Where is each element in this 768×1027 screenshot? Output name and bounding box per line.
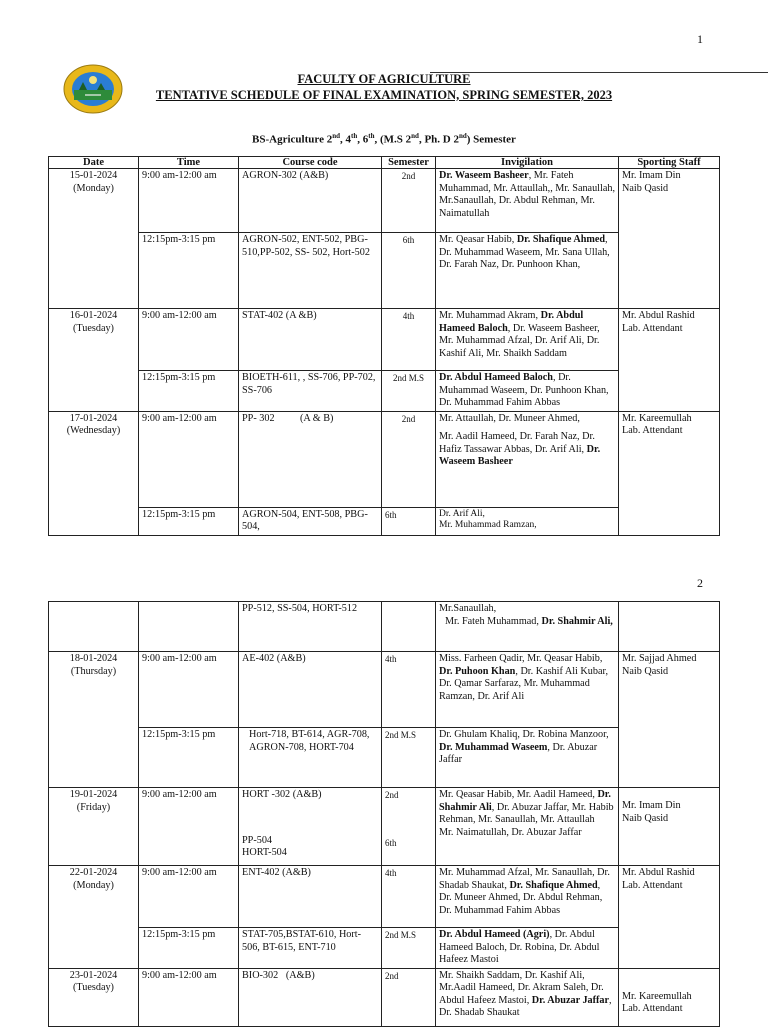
- course-cell: PP- 302 (A & B): [239, 411, 382, 507]
- staff-cell: Mr. Abdul Rashid Lab. Attendant: [619, 309, 720, 412]
- time-cell: 9:00 am-12:00 am: [139, 652, 239, 728]
- staff-cell: Mr. Imam Din Naib Qasid: [619, 788, 720, 866]
- course-cell: BIOETH-611, , SS-706, PP-702, SS-706: [239, 371, 382, 412]
- staff-cell: Mr. Imam Din Naib Qasid: [619, 169, 720, 309]
- staff-cell: Mr. Sajjad Ahmed Naib Qasid: [619, 652, 720, 788]
- course-cell: HORT -302 (A&B) PP-504 HORT-504: [239, 788, 382, 866]
- course-cell: AE-402 (A&B): [239, 652, 382, 728]
- header-date: Date: [49, 157, 139, 169]
- page-number: 2: [697, 576, 703, 590]
- semester-cell: 2nd M.S: [382, 371, 436, 412]
- semester-cell: 2nd: [382, 169, 436, 233]
- date-cell: 22-01-2024 (Monday): [49, 866, 139, 969]
- semester-cell: 2nd: [382, 968, 436, 1026]
- course-cell: STAT-402 (A &B): [239, 309, 382, 371]
- invigilation-cell: Mr. Muhammad Afzal, Mr. Sanaullah, Dr. Shadab Shaukat, Dr. Shafique Ahmed, Dr. Muneer Ahmed, Dr. Abdul Rehman, Dr. Muhammad Fahim Abbas: [436, 866, 619, 928]
- time-cell: 9:00 am-12:00 am: [139, 788, 239, 866]
- time-cell: 9:00 am-12:00 am: [139, 169, 239, 233]
- semester-cell: 6th: [382, 507, 436, 535]
- time-cell: 9:00 am-12:00 am: [139, 411, 239, 507]
- invigilation-cell: Dr. Abdul Hameed (Agri), Dr. Abdul Hameed Baloch, Dr. Robina, Dr. Abdul Hafeez Mastoi: [436, 928, 619, 969]
- faculty-title: FACULTY OF AGRICULTURE: [297, 72, 471, 86]
- invigilation-cell: Mr.Sanaullah, Mr. Fateh Muhammad, Dr. Shahmir Ali,: [436, 602, 619, 652]
- course-cell: AGRON-504, ENT-508, PBG-504,: [239, 507, 382, 535]
- header-sporting-staff: Sporting Staff: [619, 157, 720, 169]
- invigilation-cell: Dr. Ghulam Khaliq, Dr. Robina Manzoor, Dr. Muhammad Waseem, Dr. Abuzar Jaffar: [436, 728, 619, 788]
- time-cell: 12:15pm-3:15 pm: [139, 507, 239, 535]
- course-cell: BIO-302 (A&B): [239, 968, 382, 1026]
- semester-cell: 2nd: [382, 411, 436, 507]
- time-cell: 9:00 am-12:00 am: [139, 309, 239, 371]
- date-cell: 16-01-2024 (Tuesday): [49, 309, 139, 412]
- semester-cell: 4th: [382, 652, 436, 728]
- table-row: [49, 169, 720, 233]
- time-cell: 9:00 am-12:00 am: [139, 866, 239, 928]
- course-cell: Hort-718, BT-614, AGR-708, AGRON-708, HORT-704: [239, 728, 382, 788]
- course-cell: PP-512, SS-504, HORT-512: [239, 602, 382, 652]
- time-cell: 12:15pm-3:15 pm: [139, 928, 239, 969]
- time-cell: 12:15pm-3:15 pm: [139, 728, 239, 788]
- time-cell: 12:15pm-3:15 pm: [139, 371, 239, 412]
- invigilation-cell: Dr. Arif Ali, Mr. Muhammad Ramzan,: [436, 507, 619, 535]
- program-subtitle: BS-Agriculture 2nd, 4th, 6th, (M.S 2nd, Ph. D 2nd) Semester: [252, 132, 516, 146]
- page-number: 1: [697, 32, 703, 46]
- date-cell: 15-01-2024 (Monday): [49, 169, 139, 309]
- invigilation-cell: Miss. Farheen Qadir, Mr. Qeasar Habib, Dr. Puhoon Khan, Dr. Kashif Ali Kubar, Dr. Qamar Sarfaraz, Mr. Muhammad Ramzan, Dr. Arif Ali: [436, 652, 619, 728]
- table-row: [49, 602, 720, 652]
- date-cell: 19-01-2024 (Friday): [49, 788, 139, 866]
- course-cell: STAT-705,BSTAT-610, Hort-506, BT-615, ENT-710: [239, 928, 382, 969]
- time-cell: 12:15pm-3:15 pm: [139, 233, 239, 309]
- header-invigilation: Invigilation: [436, 157, 619, 169]
- table-row: [49, 866, 720, 928]
- time-cell: 9:00 am-12:00 am: [139, 968, 239, 1026]
- staff-cell: Mr. Kareemullah Lab. Attendant: [619, 411, 720, 535]
- invigilation-cell: Mr. Attaullah, Dr. Muneer Ahmed, Mr. Aadil Hameed, Dr. Farah Naz, Dr. Hafiz Tassawar Abbas, Dr. Arif Ali, Dr. Waseem Basheer: [436, 411, 619, 507]
- date-cell: [49, 602, 139, 652]
- semester-cell: 2nd M.S: [382, 728, 436, 788]
- semester-cell: 6th: [382, 233, 436, 309]
- staff-cell: [619, 602, 720, 652]
- header-time: Time: [139, 157, 239, 169]
- semester-cell: 4th: [382, 309, 436, 371]
- schedule-table-page1: [48, 156, 720, 536]
- table-header-row: [49, 157, 720, 169]
- semester-cell: 2nd M.S: [382, 928, 436, 969]
- semester-cell: [382, 602, 436, 652]
- date-cell: 23-01-2024 (Tuesday): [49, 968, 139, 1026]
- schedule-title: TENTATIVE SCHEDULE OF FINAL EXAMINATION, SPRING SEMESTER, 2023: [155, 88, 613, 102]
- course-cell: AGRON-302 (A&B): [239, 169, 382, 233]
- staff-cell: Mr. Kareemullah Lab. Attendant: [619, 968, 720, 1026]
- date-cell: 17-01-2024 (Wednesday): [49, 411, 139, 535]
- semester-cell: 4th: [382, 866, 436, 928]
- invigilation-cell: Dr. Waseem Basheer, Mr. Fateh Muhammad, Mr. Attaullah,, Mr. Sanaullah, Mr.Sanaullah, Dr. Abdul Rehman, Mr. Naimatullah: [436, 169, 619, 233]
- date-cell: 18-01-2024 (Thursday): [49, 652, 139, 788]
- invigilation-cell: Dr. Abdul Hameed Baloch, Dr. Muhammad Waseem, Dr. Punhoon Khan, Dr. Muhammad Fahim Abbas: [436, 371, 619, 412]
- table-row: [49, 309, 720, 371]
- invigilation-cell: Mr. Shaikh Saddam, Dr. Kashif Ali, Mr.Aadil Hameed, Dr. Akram Saleh, Dr. Abdul Hafeez Mastoi, Dr. Abuzar Jaffar, Dr. Shadab Shaukat: [436, 968, 619, 1026]
- invigilation-cell: Mr. Qeasar Habib, Mr. Aadil Hameed, Dr. Shahmir Ali, Dr. Abuzar Jaffar, Mr. Habib Rehman, Mr. Sanaullah, Mr. Attaullah Mr. Naimatullah, Dr. Abuzar Jaffar: [436, 788, 619, 866]
- semester-cell: 2nd 6th: [382, 788, 436, 866]
- course-cell: ENT-402 (A&B): [239, 866, 382, 928]
- table-row: [49, 411, 720, 507]
- course-cell: AGRON-502, ENT-502, PBG-510,PP-502, SS- 502, Hort-502: [239, 233, 382, 309]
- schedule-table-page2: [48, 601, 720, 1027]
- time-cell: [139, 602, 239, 652]
- staff-cell: Mr. Abdul Rashid Lab. Attendant: [619, 866, 720, 969]
- table-row: [49, 652, 720, 728]
- invigilation-cell: Mr. Qeasar Habib, Dr. Shafique Ahmed, Dr. Muhammad Waseem, Mr. Sana Ullah, Dr. Farah Naz, Dr. Punhoon Khan,: [436, 233, 619, 309]
- table-row: [49, 968, 720, 1026]
- table-row: [49, 788, 720, 866]
- header-course-code: Course code: [239, 157, 382, 169]
- invigilation-cell: Mr. Muhammad Akram, Dr. Abdul Hameed Baloch, Dr. Waseem Basheer, Mr. Muhammad Afzal, Dr. Arif Ali, Dr. Kashif Ali, Mr. Shaikh Saddam: [436, 309, 619, 371]
- header-semester: Semester: [382, 157, 436, 169]
